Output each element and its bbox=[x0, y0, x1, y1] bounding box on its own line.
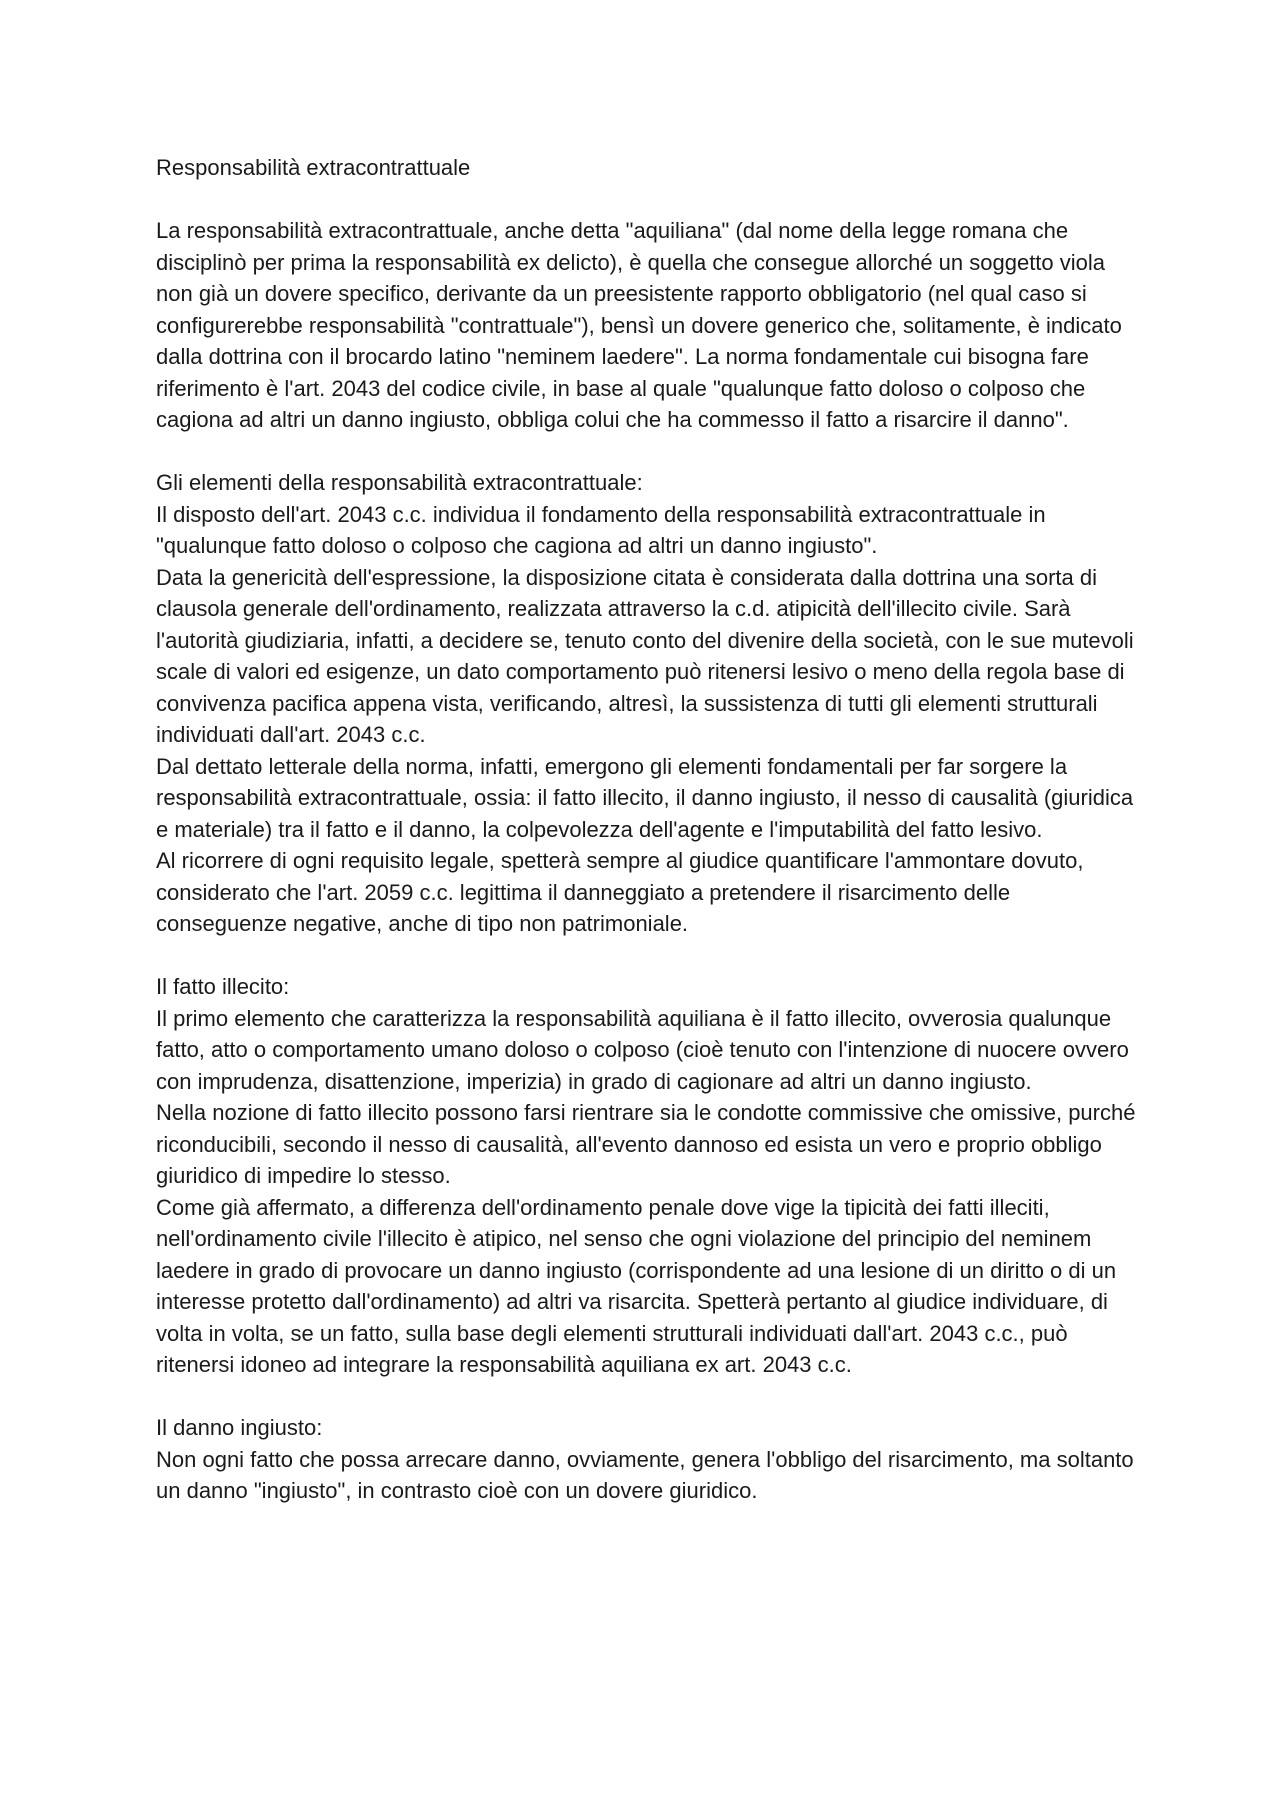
paragraph: Al ricorrere di ogni requisito legale, spetterà sempre al giudice quantificare l'ammontare dovuto, considerato che l'art. 2059 c.c. legittima il danneggiato a pretendere il risarcimento delle conseguenze negative, anche di tipo non patrimoniale. bbox=[156, 848, 1084, 936]
paragraph: Data la genericità dell'espressione, la disposizione citata è considerata dalla dottrina una sorta di clausola generale dell'ordinamento, realizzata attraverso la c.d. atipicità dell'illecito civile. Sarà l'autorità giudiziaria, infatti, a decidere se, tenuto conto del divenire della società, con le sue mutevoli scale di valori ed esigenze, un dato comportamento può ritenersi lesivo o meno della regola base di convivenza pacifica appena vista, verificando, altresì, la sussistenza di tutti gli elementi strutturali individuati dall'art. 2043 c.c. bbox=[156, 564, 1134, 747]
paragraph: Dal dettato letterale della norma, infatti, emergono gli elementi fondamentali per far sorgere la responsabilità extracontrattuale, ossia: il fatto illecito, il danno ingiusto, il nesso di causalità (giuridica e materiale) tra il fatto e il danno, la colpevolezza dell'agente e l'imputabilità del fatto lesivo. bbox=[156, 753, 1134, 842]
intro-section bbox=[156, 215, 1146, 436]
paragraph: Il disposto dell'art. 2043 c.c. individua il fondamento della responsabilità extracontrattuale in "qualunque fatto doloso o colposo che cagiona ad altri un danno ingiusto". bbox=[156, 501, 1046, 558]
intro-paragraph: La responsabilità extracontrattuale, anche detta "aquiliana" (dal nome della legge romana che disciplinò per prima la responsabilità ex delicto), è quella che consegue allorché un soggetto viola non già un dovere specifico, derivante da un preesistente rapporto obbligatorio (nel qual caso si configurerebbe responsabilità "contrattuale"), bensì un dovere generico che, solitamente, è indicato dalla dottrina con il brocardo latino "neminem laedere". La norma fondamentale cui bisogna fare riferimento è l'art. 2043 del codice civile, in base al quale "qualunque fatto doloso o colposo che cagiona ad altri un danno ingiusto, obbliga colui che ha commesso il fatto a risarcire il danno". bbox=[156, 218, 1122, 432]
document-title: Responsabilità extracontrattuale bbox=[156, 155, 471, 180]
section-danno-ingiusto bbox=[156, 1412, 1146, 1507]
paragraph: Come già affermato, a differenza dell'ordinamento penale dove vige la tipicità dei fatti illeciti, nell'ordinamento civile l'illecito è atipico, nel senso che ogni violazione del principio del neminem laedere in grado di provocare un danno ingiusto (corrispondente ad una lesione di un diritto o di un interesse protetto dall'ordinamento) ad altri va risarcita. Spetterà pertanto al giudice individuare, di volta in volta, se un fatto, sulla base degli elementi strutturali individuati dall'art. 2043 c.c., può ritenersi idoneo ad integrare la responsabilità aquiliana ex art. 2043 c.c. bbox=[156, 1194, 1117, 1377]
paragraph: Non ogni fatto che possa arrecare danno, ovviamente, genera l'obbligo del risarcimento, ma soltanto un danno "ingiusto", in contrasto cioè con un dovere giuridico. bbox=[156, 1446, 1134, 1503]
section-elementi bbox=[156, 467, 1146, 940]
section-heading: Il danno ingiusto: bbox=[156, 1415, 323, 1440]
paragraph: Nella nozione di fatto illecito possono farsi rientrare sia le condotte commissive che omissive, purché riconducibili, secondo il nesso di causalità, all'evento dannoso ed esista un vero e proprio obbligo giuridico di impedire lo stesso. bbox=[156, 1100, 1136, 1188]
document-page bbox=[156, 152, 1146, 1538]
section-heading: Il fatto illecito: bbox=[156, 974, 290, 999]
section-fatto-illecito bbox=[156, 971, 1146, 1381]
paragraph: Il primo elemento che caratterizza la responsabilità aquiliana è il fatto illecito, ovverosia qualunque fatto, atto o comportamento umano doloso o colposo (cioè tenuto con l'intenzione di nuocere ovvero con imprudenza, disattenzione, imperizia) in grado di cagionare ad altri un danno ingiusto. bbox=[156, 1005, 1129, 1094]
section-heading: Gli elementi della responsabilità extracontrattuale: bbox=[156, 470, 643, 495]
